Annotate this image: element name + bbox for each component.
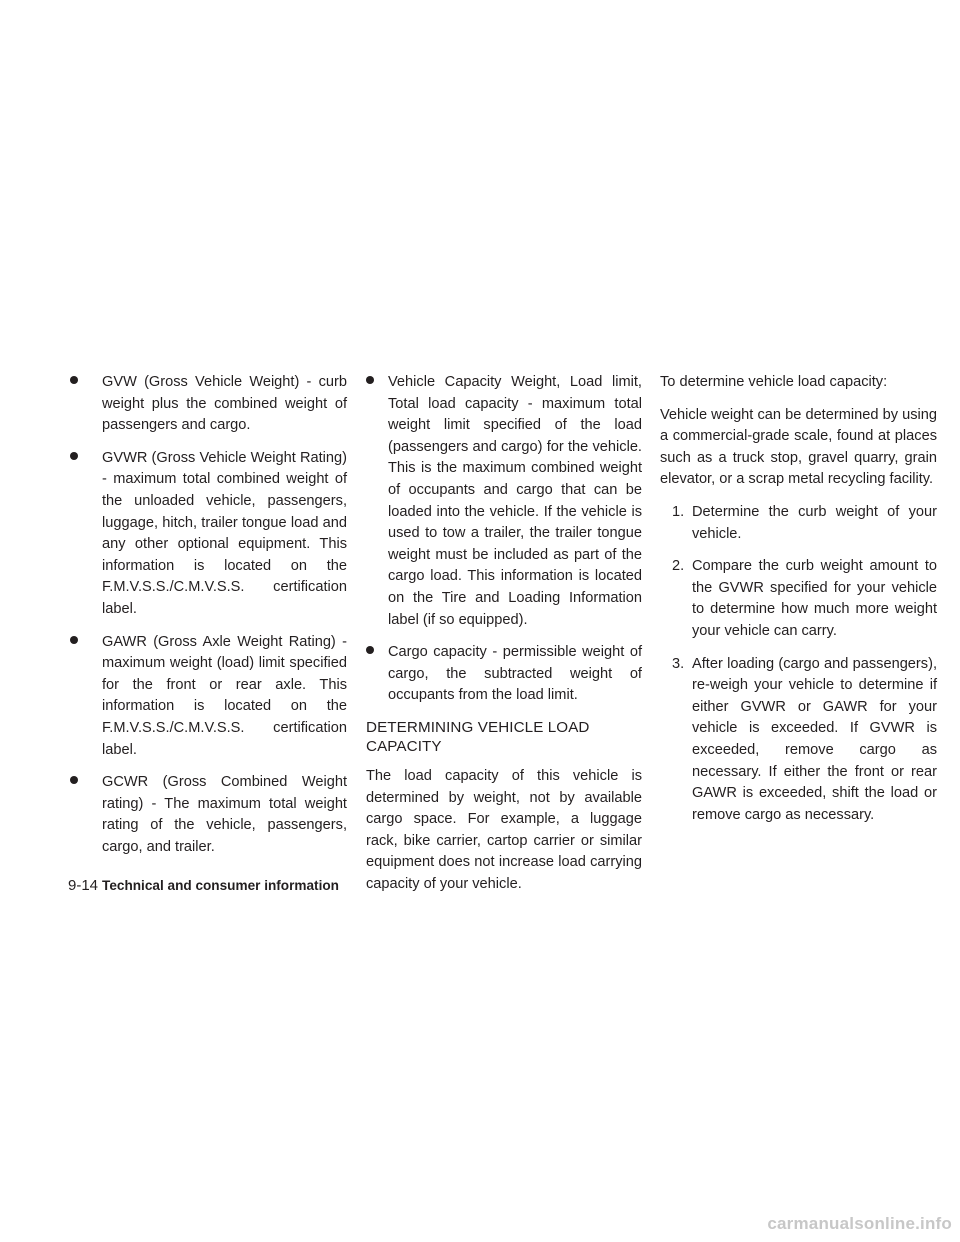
bullet-vehicle-capacity-weight	[366, 372, 642, 631]
bullet-gawr	[64, 632, 347, 762]
middle-column	[366, 372, 642, 906]
vehicle-weight-paragraph: Vehicle weight can be determined by using a commercial-grade scale, found at places such as a truck stop, gravel quarry, grain elevator, or a scrap metal recycling facility.	[660, 406, 937, 488]
bullet-text: GAWR (Gross Axle Weight Rating) - maximum weight (load) limit specified for the front or rear axle. This information is located on the F.M.V.S.S./C.M.V.S.S. certification label.	[102, 633, 347, 758]
left-column	[64, 372, 347, 869]
watermark-logo: carmanualsonline.info	[767, 1214, 952, 1233]
bullet-text: GVWR (Gross Vehicle Weight Rating) - maximum total combined weight of the unloaded vehicle, passengers, luggage, hitch, trailer tongue load and any other optional equipment. This information is located on the F.M.V.S.S./C.M.V.S.S. certification label.	[102, 449, 347, 617]
bullet-gcwr	[64, 772, 347, 858]
bullet-dot-icon	[64, 372, 102, 394]
bullet-cargo-capacity	[366, 642, 642, 707]
page-number: 9-14	[68, 877, 99, 894]
right-column	[660, 372, 937, 837]
bullet-dot-icon	[366, 642, 388, 664]
bullet-dot-icon	[366, 372, 388, 394]
step-number: 2.	[672, 558, 685, 575]
list-item	[660, 654, 937, 827]
section-title: Technical and consumer information	[102, 878, 339, 893]
bullet-text: Vehicle Capacity Weight, Load limit, Total load capacity - maximum total weight limit specified of the load (passengers and cargo) for the vehicle. This is the maximum combined weight of occupants and cargo that can be loaded into the vehicle. If the vehicle is used to tow a trailer, the trailer tongue weight must be included as part of the cargo load. This information is located on the Tire and Loading Information label (if so equipped).	[388, 374, 642, 628]
intro-text: To determine vehicle load capacity:	[660, 374, 888, 390]
bullet-text: GCWR (Gross Combined Weight rating) - The maximum total weight rating of the vehicle, passengers, cargo, and trailer.	[102, 774, 347, 855]
section-heading: DETERMINING VEHICLE LOAD CAPACITY	[366, 718, 590, 755]
step-number: 3.	[672, 655, 685, 672]
list-item	[660, 556, 937, 642]
bullet-dot-icon	[64, 632, 102, 654]
bullet-gvw	[64, 372, 347, 437]
step-text: Determine the curb weight of your vehicle.	[692, 503, 937, 542]
bullet-text: GVW (Gross Vehicle Weight) - curb weight plus the combined weight of passengers and cargo.	[102, 374, 347, 434]
load-capacity-paragraph: The load capacity of this vehicle is determined by weight, not by available cargo space. For example, a luggage rack, bike carrier, cartop carrier or similar equipment does not increase load carrying capacity of your vehicle.	[366, 767, 642, 892]
steps-list	[660, 502, 937, 826]
bullet-dot-icon	[64, 448, 102, 470]
bullet-dot-icon	[64, 772, 102, 794]
step-number: 1.	[672, 503, 685, 520]
bullet-text: Cargo capacity - permissible weight of cargo, the subtracted weight of occupants from the load limit.	[388, 644, 642, 704]
list-item	[660, 502, 937, 545]
page-footer	[68, 876, 339, 896]
step-text: Compare the curb weight amount to the GVWR specified for your vehicle to determine how much more weight your vehicle can carry.	[692, 558, 937, 639]
bullet-gvwr	[64, 448, 347, 621]
step-text: After loading (cargo and passengers), re-weigh your vehicle to determine if either GVWR or GAWR for your vehicle is exceeded. If GVWR is exceeded, remove cargo as necessary. If either the front or rear GAWR is exceeded, shift the load or remove cargo as necessary.	[692, 655, 937, 823]
